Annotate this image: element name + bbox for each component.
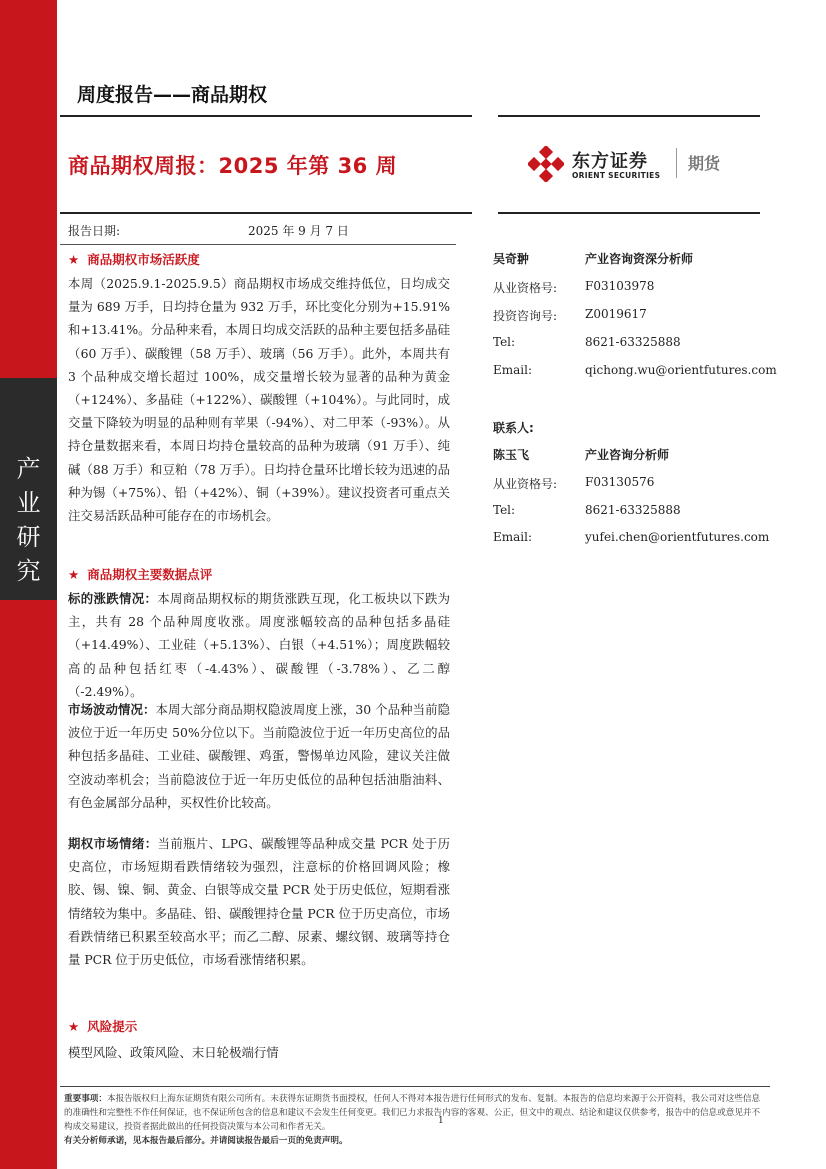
page-number: 1 [438,1116,444,1126]
field-value: F03130576 [585,475,655,489]
paragraph-text: 当前瓶片、LPG、碳酸锂等品种成交量 PCR 处于历史高位，市场短期看跌情绪较为强烈，注意标的价格回调风险；橡胶、锡、镍、铜、黄金、白银等成交量 PCR 处于历史低位，短期看涨情绪较为集中。多晶硅、铅、碳酸锂持仓量 PCR 位于历史高位，市场看跌情绪已积累至较高水平；而乙二醇、尿素、螺纹钢、玻璃等持仓量 PCR 位于历史低位，市场看涨情绪积累。 [68,836,451,968]
analyst-name: 吴奇翀 [493,252,530,266]
title-rule-right [498,212,760,214]
sidebar-char: 业 [16,489,41,517]
field-value: Z0019617 [585,307,647,321]
field-value: F03103978 [585,279,655,293]
paragraph-lead: 期权市场情绪： [68,836,158,851]
page-title: 商品期权周报：2025 年第 36 周 [68,154,398,178]
contact-name: 陈玉飞 [493,448,530,462]
report-date-label: 报告日期: [68,224,121,238]
sidebar-char: 究 [16,557,41,585]
section-heading-activity [68,250,200,268]
field-value[interactable]: yufei.chen@orientfutures.com [585,530,770,544]
star-icon: ★ [68,1019,80,1034]
field-value: 8621-63325888 [585,335,681,349]
field-label: Email: [493,530,533,544]
field-label: 从业资格号: [493,477,558,491]
field-label: Tel: [493,335,516,349]
star-icon: ★ [68,252,80,267]
disclaimer-footer: 有关分析师承诺，见本报告最后部分。并请阅读报告最后一页的免责声明。 [64,1136,348,1146]
star-icon: ★ [68,567,80,582]
section-heading-risk [68,1017,137,1035]
orient-logo-icon [528,146,564,182]
header-rule-left [60,115,472,117]
section-heading-text: 商品期权市场活跃度 [87,252,200,267]
key-data-paragraph-sentiment [68,832,450,971]
field-value[interactable]: qichong.wu@orientfutures.com [585,363,777,377]
report-date-row [68,222,349,239]
field-label: 从业资格号: [493,281,558,295]
logo-name-en: ORIENT SECURITIES [572,171,661,180]
sidebar-vertical-label [0,452,57,588]
paragraph-lead: 市场波动情况： [68,702,156,717]
activity-paragraph: 本周（2025.9.1-2025.9.5）商品期权市场成交维持低位，日均成交量为 689 万手，日均持仓量为 932 万手，环比变化分别为+15.91%和+13.41%。分品种来看，本周日均成交活跃的品种主要包括多晶硅（60 万手）、碳酸锂（58 万手）、玻璃（56 万手）。此外，本周共有 3 个品种成交增长超过 100%，成交量增长较为显著的品种为黄金（+124%）、多晶硅（+122%）、碳酸锂（+104%）。与此同时，成交量下降较为明显的品种则有苹果（-94%）、对二甲苯（-93%）。从持仓量数据来看，本周日均持仓量较高的品种为玻璃（91 万手）、纯碱（88 万手）和豆粕（78 万手）。日均持仓量环比增长较为迅速的品种为锡（+75%）、铅（+42%）、铜（+39%）。建议投资者可重点关注交易活跃品种可能存在的市场机会。 [68,276,450,524]
disclaimer-lead: 重要事项： [64,1094,107,1104]
field-label: 投资咨询号: [493,309,558,323]
logo-division: 期货 [688,154,721,173]
field-value: 8621-63325888 [585,503,681,517]
header-rule-right [498,115,760,117]
company-logo [528,146,738,186]
field-label: Tel: [493,503,516,517]
footer-rule [60,1086,770,1087]
report-category: 周度报告——商品期权 [77,84,268,106]
analyst-title: 产业咨询资深分析师 [585,252,694,266]
risk-paragraph: 模型风险、政策风险、末日轮极端行情 [68,1045,279,1060]
disclaimer-text: 本报告版权归上海东证期货有限公司所有。未获得东证期货书面授权，任何人不得对本报告进行任何形式的发布、复制。本报告的信息均来源于公开资料，我公司对这些信息的准确性和完整性不作任何保证，也不保证所包含的信息和建议不会发生任何变更。我们已力求报告内容的客观、公正，但文中的观点、结论和建议仅供参考，报告中的信息或意见并不构成交易建议，投资者据此做出的任何投资决策与本公司和作者无关。 [64,1094,761,1132]
section-heading-key-data [68,565,212,583]
field-label: Email: [493,363,533,377]
sidebar-char: 研 [16,523,41,551]
key-data-paragraph-volatility [68,698,450,814]
disclaimer [64,1092,764,1148]
paragraph-text: 本周商品期权标的期货涨跌互现，化工板块以下跌为主，共有 28 个品种周度收涨。周度涨幅较高的品种包括多晶硅（+14.49%）、工业硅（+5.13%）、白银（+4.51%）；周度跌幅较高的品种包括红枣（-4.43%）、碳酸锂（-3.78%）、乙二醇（-2.49%）。 [68,591,451,699]
date-rule [60,244,456,245]
key-data-paragraph-underlying [68,587,450,703]
contact-heading: 联系人: [493,421,534,435]
contact-title: 产业咨询分析师 [585,448,670,462]
report-date-value: 2025 年 9 月 7 日 [248,224,349,238]
section-heading-text: 商品期权主要数据点评 [87,567,213,582]
paragraph-text: 本周大部分商品期权隐波周度上涨，30 个品种当前隐波位于近一年历史 50%分位以下。当前隐波位于近一年历史高位的品种包括多晶硅、工业硅、碳酸锂、鸡蛋，警惕单边风险，建议关注做空波动率机会；当前隐波位于近一年历史低位的品种包括油脂油料、有色金属部分品种，买权性价比较高。 [68,702,450,810]
section-heading-text: 风险提示 [87,1019,138,1034]
logo-divider [676,148,677,178]
logo-name-cn: 东方证券 [572,151,648,172]
paragraph-lead: 标的涨跌情况： [68,591,158,606]
title-rule-left [60,212,472,214]
sidebar-char: 产 [16,455,41,483]
